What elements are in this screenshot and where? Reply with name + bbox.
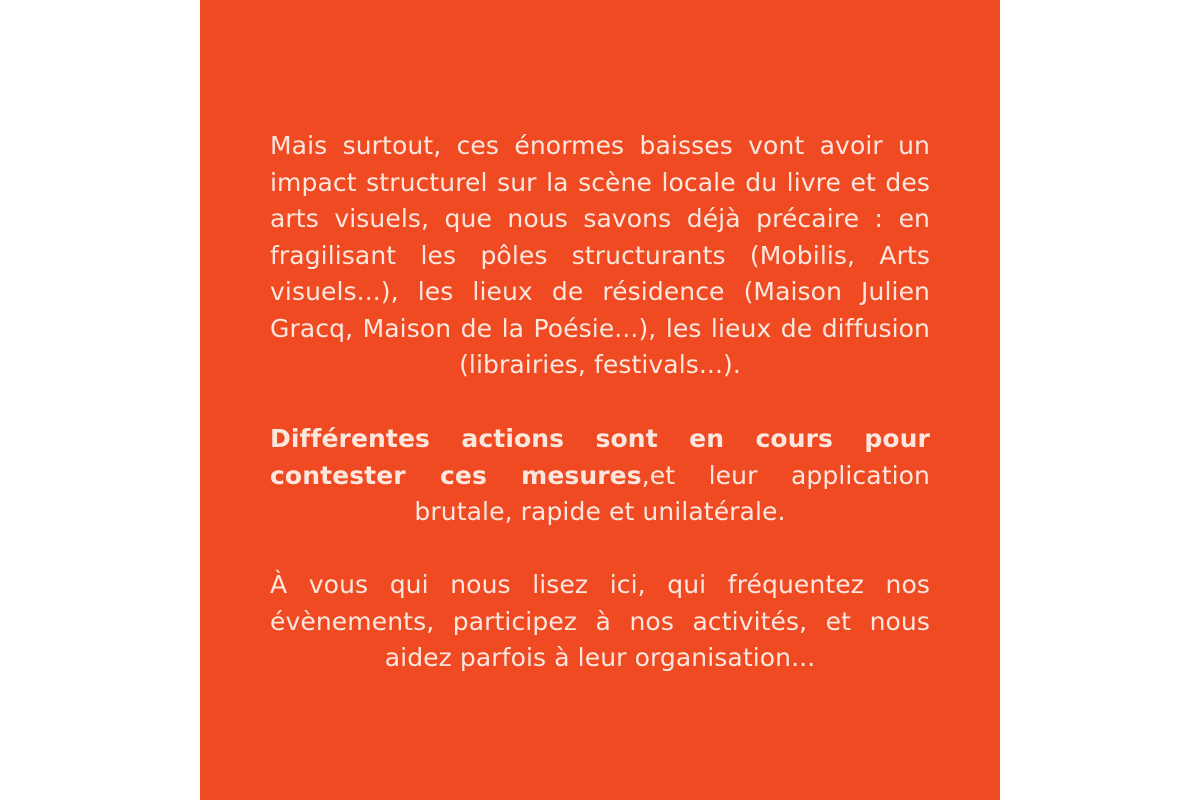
paragraph-call-to-readers: À vous qui nous lisez ici, qui fréquentez nos évènements, participez à nos activités, et nous aidez parfois à leur organisation... xyxy=(270,570,930,672)
paragraph-actions-bold: Différentes actions sont en cours pour contester ces mesures xyxy=(270,424,930,490)
paragraph-actions-rest: ,et leur application brutale, rapide et unilatérale. xyxy=(414,460,930,526)
paragraph-impact: Mais surtout, ces énormes baisses vont avoir un impact structurel sur la scène locale du livre et des arts visuels, que nous savons déjà précaire : en fragilisant les pôles structurants (Mobilis, Arts visuels...), les lieux de résidence (Maison Julien Gracq, Maison de la Poésie...), les lieux de diffusion (librairies, festivals...). xyxy=(270,131,930,379)
paragraph-actions xyxy=(270,421,930,531)
orange-panel xyxy=(200,0,1000,800)
